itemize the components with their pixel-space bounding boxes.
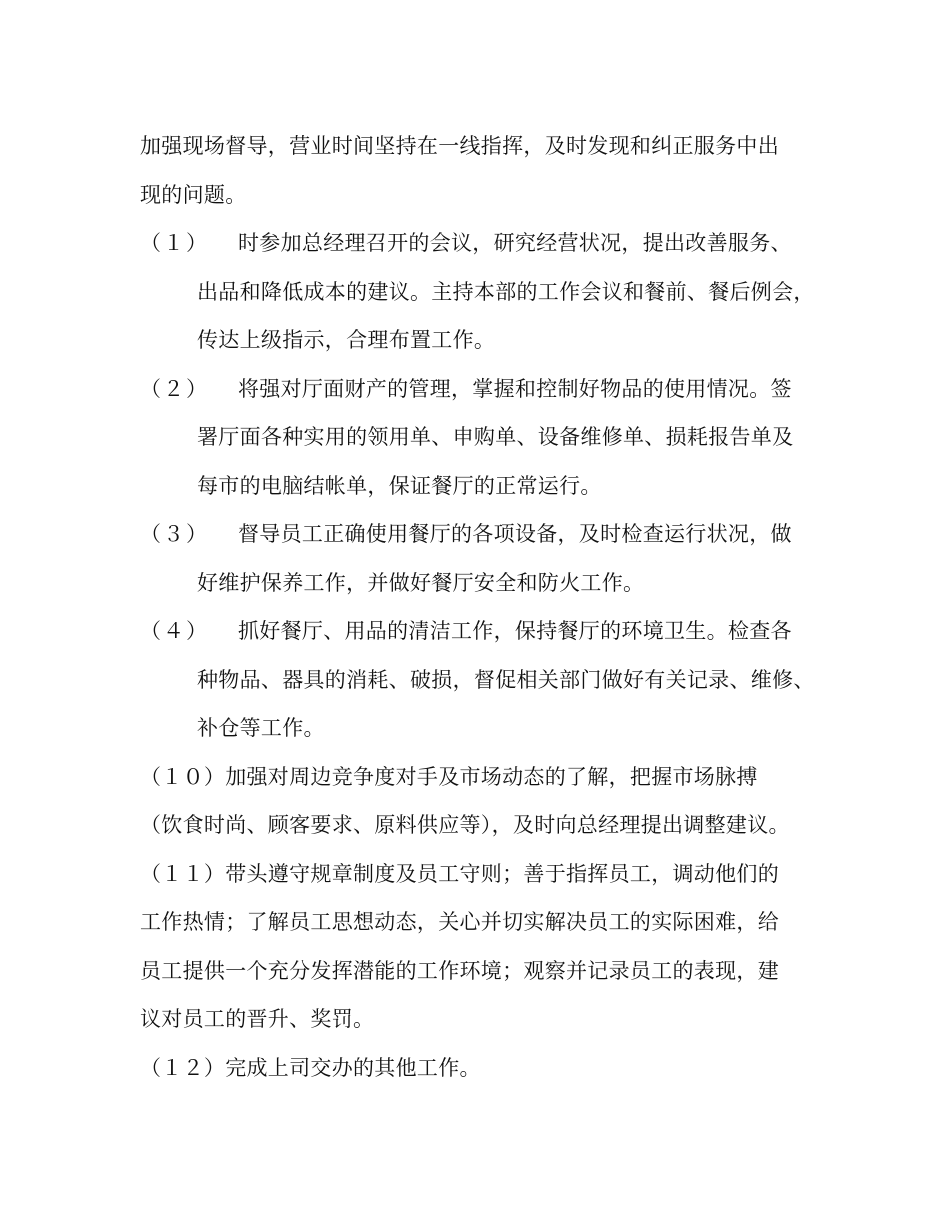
text-line: （１１）带头遵守规章制度及员工守则；善于指挥员工，调动他们的 bbox=[140, 861, 779, 886]
list-item bbox=[140, 219, 830, 365]
text-line: 传达上级指示，合理布置工作。 bbox=[197, 328, 496, 352]
list-marker: （３） bbox=[140, 522, 209, 546]
list-item bbox=[140, 365, 830, 511]
document-body bbox=[140, 122, 830, 1092]
list-item-first-line bbox=[140, 607, 830, 656]
list-item-first-line bbox=[140, 365, 830, 414]
paragraph-item-11 bbox=[140, 850, 830, 1044]
text-line: （饮食时尚、顾客要求、原料供应等），及时向总经理提出调整建议。 bbox=[140, 813, 790, 837]
list-item bbox=[140, 607, 830, 753]
list-marker: （４） bbox=[140, 619, 209, 643]
list-item-text: 督导员工正确使用餐厅的各项设备，及时检查运行状况，做 bbox=[238, 522, 792, 546]
text-line: （１０）加强对周边竞争度对手及市场动态的了解，把握市场脉搏 bbox=[140, 764, 758, 789]
list-item bbox=[140, 510, 830, 607]
list-item-text: 将强对厅面财产的管理，掌握和控制好物品的使用情况。签 bbox=[238, 376, 792, 401]
list-item-text: 抓好餐厅、用品的清洁工作，保持餐厅的环境卫生。检查各 bbox=[238, 619, 792, 643]
text-line: 好维护保养工作，并做好餐厅安全和防火工作。 bbox=[197, 570, 645, 595]
text-line: 补仓等工作。 bbox=[197, 716, 325, 740]
list-item-text: 时参加总经理召开的会议，研究经营状况，提出改善服务、 bbox=[238, 231, 792, 255]
text-line: 署厅面各种实用的领用单、申购单、设备维修单、损耗报告单及 bbox=[197, 425, 794, 449]
text-line: 现的问题。 bbox=[140, 182, 247, 207]
text-line: （１２）完成上司交办的其他工作。 bbox=[140, 1055, 481, 1080]
text-line: 种物品、器具的消耗、破损，督促相关部门做好有关记录、维修、 bbox=[197, 667, 815, 692]
paragraph-item-12 bbox=[140, 1044, 830, 1093]
list-marker: （１） bbox=[140, 231, 209, 255]
text-line: 议对员工的晋升、奖罚。 bbox=[140, 1007, 375, 1031]
list-item-first-line bbox=[140, 510, 830, 559]
intro-paragraph bbox=[140, 122, 830, 219]
paragraph-item-10 bbox=[140, 753, 830, 850]
text-line: 工作热情；了解员工思想动态，关心并切实解决员工的实际困难，给 bbox=[140, 910, 779, 934]
text-line: 出品和降低成本的建议。主持本部的工作会议和餐前、餐后例会， bbox=[197, 279, 815, 304]
text-line: 加强现场督导，营业时间坚持在一线指挥，及时发现和纠正服务中出 bbox=[140, 134, 779, 158]
text-line: 员工提供一个充分发挥潜能的工作环境；观察并记录员工的表现，建 bbox=[140, 958, 779, 983]
list-item-first-line bbox=[140, 219, 830, 268]
text-line: 每市的电脑结帐单，保证餐厅的正常运行。 bbox=[197, 473, 602, 498]
list-marker: （２） bbox=[140, 376, 209, 401]
